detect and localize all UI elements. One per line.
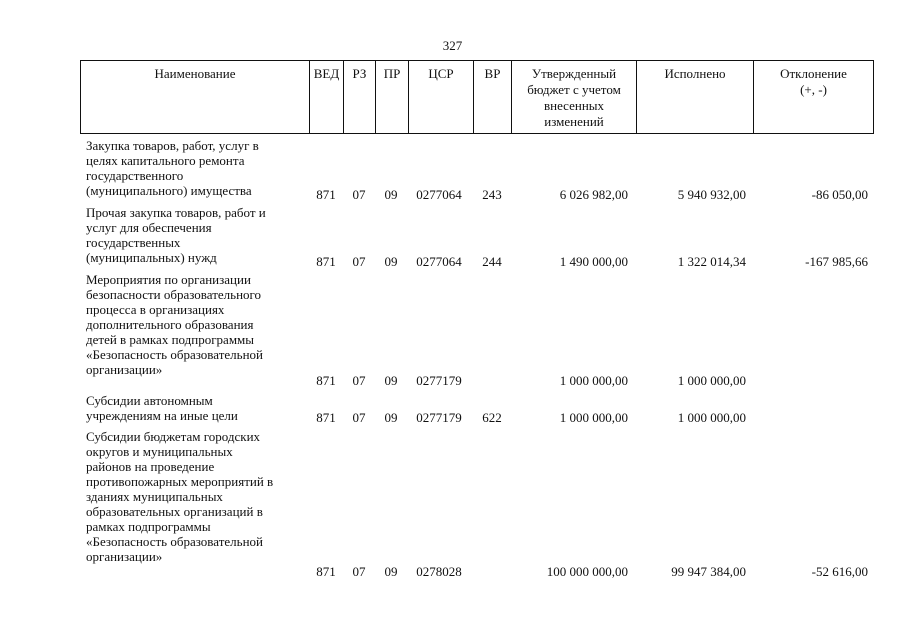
header-csr: ЦСР: [409, 61, 474, 133]
row-deviation: -86 050,00: [811, 187, 868, 202]
row-name: [86, 272, 308, 377]
row-approved: 100 000 000,00: [546, 564, 628, 579]
header-executed: Исполнено: [637, 61, 754, 133]
row-name-line: дополнительного образования: [86, 317, 254, 332]
row-name-line: учреждениям на иные цели: [86, 408, 238, 423]
row-name-line: (муниципального) имущества: [86, 183, 252, 198]
row-name-line: Субсидии автономным: [86, 393, 213, 408]
row-name: [86, 429, 308, 564]
row-name-line: «Безопасность образовательной: [86, 347, 263, 362]
row-rz: 07: [352, 254, 366, 269]
row-ved: 871: [316, 564, 336, 579]
row-deviation: -167 985,66: [805, 254, 868, 269]
row-name-line: рамках подпрограммы: [86, 519, 211, 534]
table-row: [80, 429, 874, 579]
row-pr: 09: [384, 410, 398, 425]
row-name-line: Закупка товаров, работ, услуг в: [86, 138, 259, 153]
page-number: 327: [442, 38, 463, 53]
row-pr: 09: [384, 564, 398, 579]
row-ved: 871: [316, 373, 336, 388]
header-rz: РЗ: [344, 61, 376, 133]
row-executed: 1 000 000,00: [677, 373, 746, 388]
row-name-line: детей в рамках подпрограммы: [86, 332, 255, 347]
row-name-line: противопожарных мероприятий в: [86, 474, 274, 489]
header-deviation: [754, 61, 873, 133]
table-row: [80, 138, 874, 202]
row-name: [86, 393, 308, 423]
row-name-line: целях капитального ремонта: [86, 153, 245, 168]
row-rz: 07: [352, 373, 366, 388]
row-ved: 871: [316, 187, 336, 202]
row-csr: 0278028: [416, 564, 462, 579]
row-name-line: организации»: [86, 549, 163, 564]
row-rz: 07: [352, 187, 366, 202]
row-name-line: зданиях муниципальных: [86, 489, 223, 504]
table-row: [80, 393, 874, 425]
row-vr: 244: [482, 254, 502, 269]
row-approved: 1 000 000,00: [559, 373, 628, 388]
row-executed: 1 322 014,34: [677, 254, 746, 269]
row-vr: 622: [482, 410, 502, 425]
header-deviation-line: (+, -): [800, 82, 827, 97]
row-name-line: «Безопасность образовательной: [86, 534, 263, 549]
row-name-line: государственных: [86, 235, 181, 250]
row-name-line: процесса в организациях: [86, 302, 225, 317]
row-ved: 871: [316, 254, 336, 269]
row-name-line: образовательных организаций в: [86, 504, 263, 519]
header-pr: ПР: [376, 61, 409, 133]
row-rz: 07: [352, 410, 366, 425]
header-approved: [512, 61, 637, 133]
table-row: [80, 205, 874, 269]
row-approved: 6 026 982,00: [559, 187, 628, 202]
row-name: [86, 205, 308, 265]
header-name: Наименование: [81, 61, 310, 133]
header-approved-line: Утвержденный: [531, 66, 617, 81]
row-pr: 09: [384, 254, 398, 269]
header-vr: ВР: [474, 61, 512, 133]
row-name-line: безопасности образовательного: [86, 287, 262, 302]
row-name-line: организации»: [86, 362, 163, 377]
row-csr: 0277064: [416, 254, 462, 269]
row-csr: 0277064: [416, 187, 462, 202]
table-row: [80, 272, 874, 388]
row-approved: 1 490 000,00: [559, 254, 628, 269]
header-approved-line: внесенных: [543, 98, 605, 113]
row-ved: 871: [316, 410, 336, 425]
row-approved: 1 000 000,00: [559, 410, 628, 425]
row-executed: 5 940 932,00: [677, 187, 746, 202]
row-name-line: районов на проведение: [86, 459, 215, 474]
row-deviation: -52 616,00: [811, 564, 868, 579]
header-approved-line: бюджет с учетом: [527, 82, 621, 97]
table-header: [80, 60, 874, 134]
row-executed: 99 947 384,00: [671, 564, 746, 579]
row-name-line: услуг для обеспечения: [86, 220, 212, 235]
row-name-line: Прочая закупка товаров, работ и: [86, 205, 266, 220]
row-name-line: Мероприятия по организации: [86, 272, 251, 287]
row-name-line: округов и муниципальных: [86, 444, 233, 459]
row-name-line: государственного: [86, 168, 184, 183]
row-csr: 0277179: [416, 410, 462, 425]
row-name: [86, 138, 308, 198]
row-pr: 09: [384, 187, 398, 202]
row-vr: 243: [482, 187, 502, 202]
row-name-line: (муниципальных) нужд: [86, 250, 217, 265]
row-pr: 09: [384, 373, 398, 388]
row-csr: 0277179: [416, 373, 462, 388]
row-rz: 07: [352, 564, 366, 579]
header-ved: ВЕД: [310, 61, 344, 133]
header-approved-line: изменений: [544, 114, 604, 129]
row-name-line: Субсидии бюджетам городских: [86, 429, 261, 444]
row-executed: 1 000 000,00: [677, 410, 746, 425]
header-deviation-line: Отклонение: [780, 66, 847, 81]
